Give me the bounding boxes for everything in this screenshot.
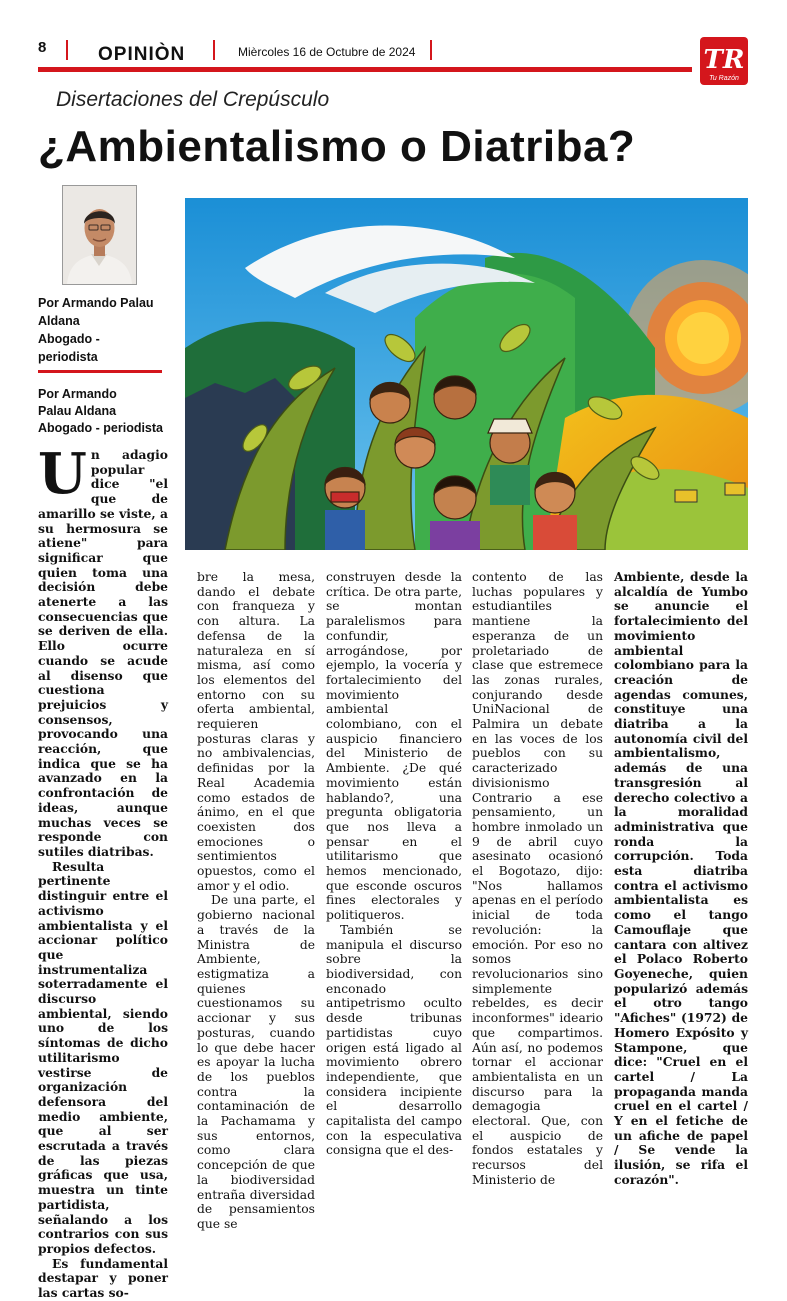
article-column-3 xyxy=(326,570,462,1158)
paragraph: bre la mesa, dando el debate con franqueza y con altura. La defensa de la naturaleza en sí misma, así como los elementos del entorno con su oferta ambiental, requieren posturas claras y no ambivalencias, definidas por la Real Academia como estados de ánimo, en el que coexisten dos emociones o sentimientos opuestos, como el amor y el odio. xyxy=(197,570,315,893)
paragraph: Ambiente, desde la alcaldía de Yumbo se anuncie el fortalecimiento del movimiento ambiental colombiano para la creación de agendas comunes, constituye una diatriba a la autonomía civil del ambientalismo, además de una transgresión al derecho colectivo a la moralidad administrativa que ronda la corrupción. Toda esta diatriba contra el activismo ambientalista es como el tango Camouflaje que cantara con altivez el Polaco Roberto Goyeneche, quien popularizó además el otro tango "Afiches" (1972) de Homero Expósito y Stampone, que dice: "Cruel en el cartel / La propaganda manda cruel en el cartel / Y en el fetiche de un afiche de papel / Se vende la ilusión, se rifa el corazón". xyxy=(614,569,748,1187)
drop-cap: U xyxy=(38,441,87,507)
author-byline: Por Armando Palau Aldana Abogado - periodista xyxy=(38,296,154,364)
paragraph: También se manipula el discurso sobre la biodiversidad, con enconado antipetrismo oculto desde tribunas partidistas cuyo origen está ligado al movimiento obrero independiente, que considera incipiente el desarrollo capitalista del campo con la especulativa consigna que el des- xyxy=(326,922,462,1158)
header-rule xyxy=(38,67,692,72)
article-illustration xyxy=(185,198,748,550)
header-divider xyxy=(66,40,68,60)
headline: ¿Ambientalismo o Diatriba? xyxy=(38,122,636,171)
paragraph: contento de las luchas populares y estudiantiles mantiene la esperanza de un proletariado de clase que estremece las zonas rurales, conjurando desde UniNacional de Palmira un debate en las voces de los pueblos con su caracterizado divisionismo Contrario a ese pensamiento, un hombre inmolado un 9 de abril cuyo asesinato ocasionó el Bogotazo, dijo: "Nos hallamos apenas en el período inicial de toda revolución: la emoción. Por eso no somos revolucionarios sino simplemente rebeldes, es decir inconformes" ideario que compartimos. Aún así, no podemos tornar el accionar ambientalista en un discurso para la demagogia electoral. Que, con el auspicio de fondos estatales y recursos del Ministerio de xyxy=(472,570,603,1187)
paragraph: Un adagio popular dice "el que de amarillo se viste, a su hermosura se atiene" para significar que quien toma una decisión debe atenerte a las consecuencias que se deriven de ella. Ello ocurre cuando se acude al disenso que cuestiona prejuicios y consensos, provocando una reacción, que indica que se ha avanzado en la confrontación de ideas, aunque muchas veces se responde con sutiles diatribas. xyxy=(38,441,168,859)
author-byline-repeat: Por Armando Palau Aldana Abogado - periodista xyxy=(38,387,163,435)
column-kicker: Disertaciones del Crepúsculo xyxy=(56,88,330,111)
header-divider xyxy=(213,40,215,60)
article-column-2 xyxy=(197,570,315,1232)
paragraph: Es fundamental destapar y poner las cartas so- xyxy=(38,1255,168,1301)
paragraph: Resulta pertinente distinguir entre el activismo ambientalista y el accionar político que instrumentaliza soterradamente el discurso ambiental, siendo uno de los síntomas de dicho utilitarismo vestirse de organización defensora del medio ambiente, que al ser escrutada a través de las piezas gráficas que usa, muestra un tinte partidista, señalando a los contrarios con sus propios defectos. xyxy=(38,858,168,1256)
article-column-1 xyxy=(38,441,168,1301)
author-portrait xyxy=(62,185,137,285)
issue-date: Mièrcoles 16 de Octubre de 2024 xyxy=(238,45,416,59)
paragraph: De una parte, el gobierno nacional a través de la Ministra de Ambiente, estigmatiza a quienes cuestionamos su accionar y sus posturas, cuando lo que debe hacer es apoyar la lucha de los pueblos contra la contaminación de la Pachamama y sus entornos, como clara concepción de que la biodiversidad entraña diversidad de pensamientos que se xyxy=(197,893,315,1231)
article-column-4 xyxy=(472,570,603,1188)
section-title: OPINIÒN xyxy=(98,44,186,65)
page-number: 8 xyxy=(38,39,47,56)
svg-text:TR: TR xyxy=(703,45,745,75)
tu-razon-logo xyxy=(700,37,748,85)
header-divider xyxy=(430,40,432,60)
svg-text:Tu Razón: Tu Razón xyxy=(709,75,739,82)
article-column-5 xyxy=(614,570,748,1188)
byline-rule xyxy=(38,370,162,373)
paragraph: construyen desde la crítica. De otra parte, se montan paralelismos para confundir, arrogándose, por ejemplo, la vocería y fortalecimiento del movimiento ambiental colombiano, con el auspicio financiero del Ministerio de Ambiente. ¿De qué movimiento están hablando?, una pregunta obligatoria que nos lleva a pensar en el utilitarismo que hemos mencionado, que esconde oscuros fines electorales y politiqueros. xyxy=(326,570,462,923)
